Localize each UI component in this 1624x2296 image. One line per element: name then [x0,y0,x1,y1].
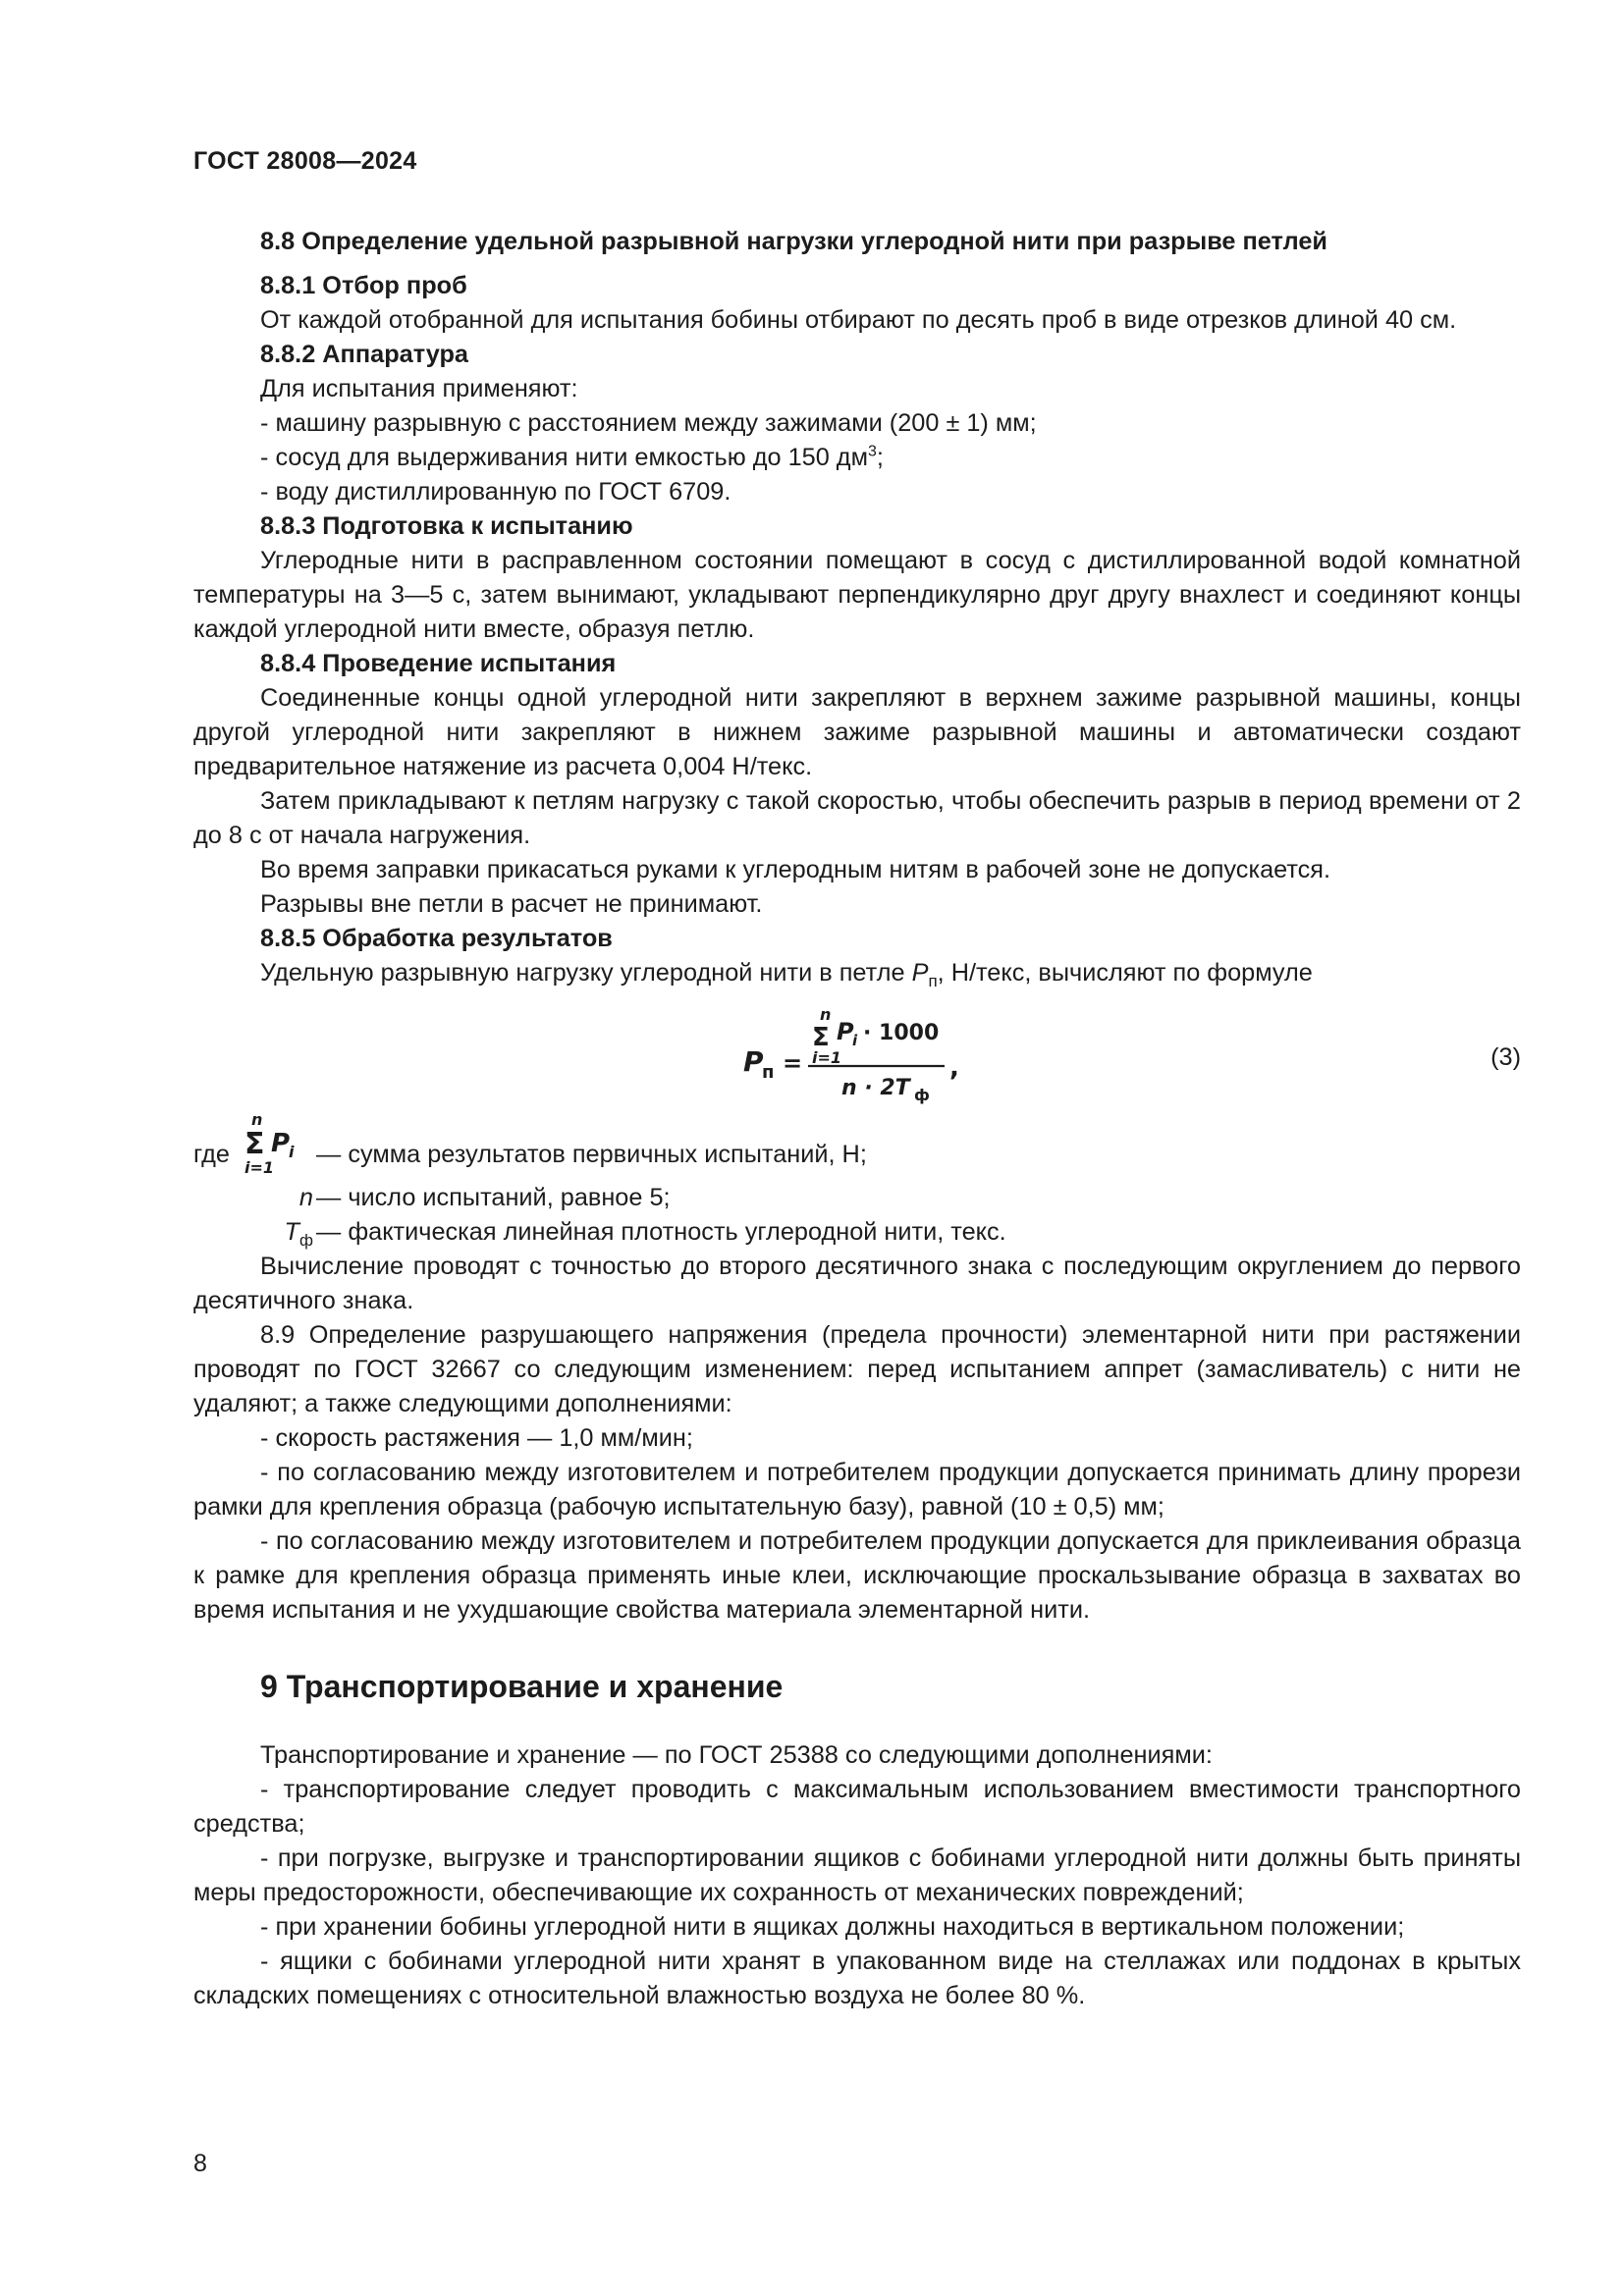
numerator-mult: · 1000 [863,1021,940,1045]
subscript: п [928,972,938,991]
section-8-8-3-title: 8.8.3 Подготовка к испытанию [260,512,633,540]
sum-definition: — сумма результатов первичных испытаний, Н; [316,1141,867,1168]
list-item: - ящики с бобинами углеродной нити хранят в упакованном виде на стеллажах или поддонах в крытых складских помещениях с относительной влажностью воздуха не более 80 %. [193,1948,1521,2009]
sum-lower-limit: i=1 [812,1048,842,1067]
denominator: n · 2T [841,1076,910,1100]
paragraph: Во время заправки прикасаться руками к углеродным нитям в рабочей зоне не допускается. [260,856,1331,883]
list-item: - машину разрывную с расстоянием между зажимами (200 ± 1) мм; [260,409,1037,437]
text: Удельную разрывную нагрузку углеродной нити в петле [260,959,912,987]
where-sum-line [193,1110,1521,1181]
n-definition: — число испытаний, равное 5; [316,1184,671,1211]
list-item: - при хранении бобины углеродной нити в ящиках должны находиться в вертикальном положении; [260,1913,1405,1941]
list-item-punct: ; [876,444,884,471]
sum-sign: Σ [812,1023,830,1052]
section-8-8-1-text: От каждой отобранной для испытания бобины отбирают по десять проб в виде отрезков длиной 40 см. [260,306,1457,334]
formula-lhs: P [743,1045,764,1078]
sum-upper-limit: n [820,1005,832,1024]
page-content [193,221,1521,2013]
sum-upper-limit: n [251,1110,263,1129]
formula-expression [743,1006,999,1114]
page-number: 8 [193,2150,207,2177]
list-item: - транспортирование следует проводить с максимальным использованием вместимости транспортного средства; [193,1776,1521,1838]
section-8-8-2-title: 8.8.2 Аппаратура [260,341,468,368]
list-item-text: - сосуд для выдерживания нити емкостью до 150 дм [260,444,868,471]
sum-lower-limit: i=1 [244,1158,275,1177]
sum-sign: Σ [244,1127,265,1161]
subscript: ф [299,1231,313,1251]
section-8-8-4-title: 8.8.4 Проведение испытания [260,650,617,677]
section-9-intro: Транспортирование и хранение — по ГОСТ 25388 со следующими дополнениями: [260,1741,1213,1769]
sum-var: P [271,1129,291,1158]
superscript: 3 [867,443,877,460]
section-8-8-5-title: 8.8.5 Обработка результатов [260,925,613,952]
where-t-line [193,1215,1521,1250]
t-definition: — фактическая линейная плотность углеродной нити, текс. [316,1218,1006,1246]
calc-precision: Вычисление проводят с точностью до второго десятичного знака с последующим округлением до первого десятичного знака. [193,1253,1521,1314]
numerator-var-sub: i [852,1032,858,1049]
formula-comma: , [949,1053,959,1083]
formula-number: (3) [1490,1043,1521,1071]
list-item: - по согласованию между изготовителем и потребителем продукции допускается принимать длину прорези рамки для крепления образца (рабочую испытательную базу), равной (10 ± 0,5) мм; [193,1459,1521,1521]
paragraph: Затем прикладывают к петлям нагрузку с такой скоростью, чтобы обеспечить разрыв в период времени от 2 до 8 с от начала нагружения. [193,787,1521,849]
numerator-var: P [837,1018,854,1045]
formula-lhs-sub: п [762,1062,775,1083]
section-8-8-1-title: 8.8.1 Отбор проб [260,272,467,299]
where-label: где [193,1141,230,1168]
formula-3 [193,996,1521,1114]
var-n [299,1181,313,1215]
sum-symbol [243,1110,311,1179]
formula-eq: = [783,1049,803,1077]
document-header: ГОСТ 28008—2024 [193,147,417,175]
list-item: - воду дистиллированную по ГОСТ 6709. [260,478,731,506]
sum-var-sub: i [289,1143,295,1161]
section-8-8-title: 8.8 Определение удельной разрывной нагрузки углеродной нити при разрыве петлей [260,228,1327,255]
text: , Н/текс, вычисляют по формуле [937,959,1313,987]
section-8-8-3-text: Углеродные нити в расправленном состоянии помещают в сосуд с дистиллированной водой комнатной температуры на 3—5 с, затем вынимают, укладывают перпендикулярно друг другу внахлест и соединяют концы каждой углеродной нити вместе, образуя петлю. [193,547,1521,643]
symbol: P [911,959,929,987]
paragraph: Соединенные концы одной углеродной нити закрепляют в верхнем зажиме разрывной машины, концы другой углеродной нити закрепляют в нижнем зажиме разрывной машины и автоматически создают предварительное натяжение из расчета 0,004 Н/текс. [193,684,1521,780]
symbol: T [284,1218,299,1246]
section-8-8-2-intro: Для испытания применяют: [260,375,578,402]
section-8-9-text: 8.9 Определение разрушающего напряжения (предела прочности) элементарной нити при растяжении проводят по ГОСТ 32667 со следующим изменением: перед испытанием аппрет (замасливатель) с нити не удаляют; а также следующими дополнениями: [193,1321,1521,1417]
list-item: - скорость растяжения — 1,0 мм/мин; [260,1424,693,1452]
section-9-title: 9 Транспортирование и хранение [260,1669,784,1704]
formula-intro [193,956,1521,990]
list-item: - при погрузке, выгрузке и транспортировании ящиков с бобинами углеродной нити должны быть приняты меры предосторожности, обеспечивающие их сохранность от механических повреждений; [193,1844,1521,1906]
paragraph: Разрывы вне петли в расчет не принимают. [260,890,763,918]
list-item [193,441,1521,475]
var-t [285,1215,313,1250]
where-n-line [193,1181,1521,1215]
denominator-sub: ф [914,1086,930,1104]
list-item: - по согласованию между изготовителем и потребителем продукции допускается для приклеивания образца к рамке для крепления образца применять иные клеи, исключающие проскальзывание образца в захватах во время испытания и не ухудшающие свойства материала элементарной нити. [193,1527,1521,1624]
symbol: n [298,1184,313,1211]
